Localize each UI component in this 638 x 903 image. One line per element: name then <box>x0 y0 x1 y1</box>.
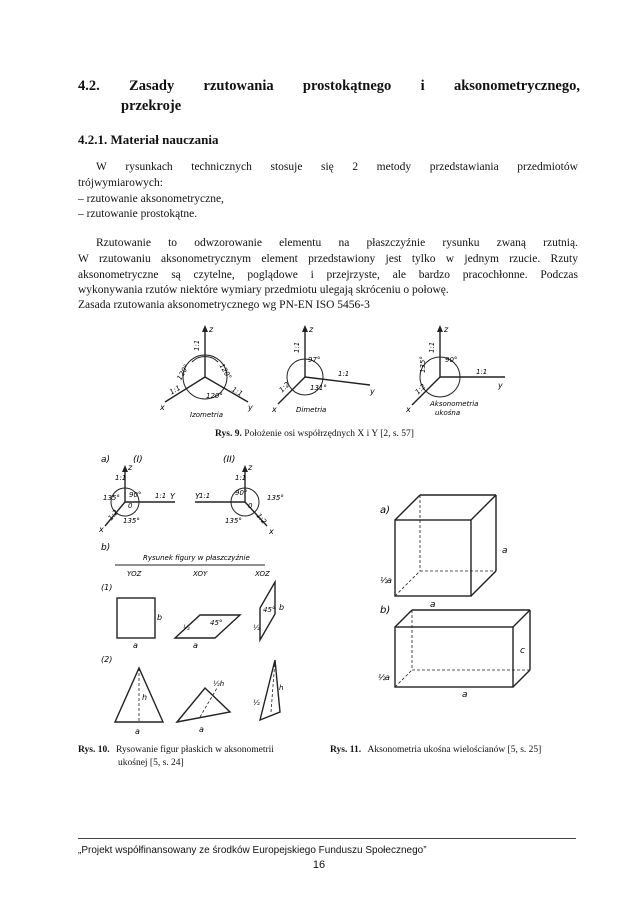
footer-text: „Projekt współfinansowany ze środków Europejskiego Funduszu Społecznego” <box>78 845 427 856</box>
svg-text:z: z <box>444 325 449 334</box>
svg-text:a: a <box>199 725 204 734</box>
svg-text:½: ½ <box>183 624 190 632</box>
svg-text:1:1: 1:1 <box>230 385 245 399</box>
svg-text:a: a <box>462 690 468 700</box>
svg-text:a: a <box>387 576 392 585</box>
cube-drawing <box>380 495 508 610</box>
svg-text:½: ½ <box>378 673 386 682</box>
page-number: 16 <box>312 859 326 871</box>
svg-text:b): b) <box>101 543 111 553</box>
svg-text:z: z <box>248 463 253 472</box>
svg-text:135°: 135° <box>419 356 427 373</box>
subsection-heading: 4.2.1. Materiał nauczania <box>78 132 219 147</box>
word: technicznych <box>191 161 252 173</box>
axes-system-1 <box>98 463 176 534</box>
word: przedstawiania <box>429 161 499 173</box>
word: się <box>321 161 334 173</box>
heading-word: Zasady <box>129 78 175 94</box>
word: stosuje <box>270 161 303 173</box>
svg-text:(1): (1) <box>101 583 113 592</box>
list-item: – rzutowanie prostokątne. <box>78 208 198 220</box>
figure-9-axes-diagram <box>140 322 510 422</box>
word: rzutnią. <box>543 237 578 249</box>
figure-10-plane-figures <box>95 450 310 740</box>
word: na <box>338 237 350 249</box>
svg-text:1:2: 1:2 <box>413 382 428 397</box>
caption-text: Rysowanie figur płaskich w aksonometrii <box>115 745 274 755</box>
svg-text:y: y <box>498 381 503 390</box>
svg-text:0: 0 <box>128 502 133 510</box>
svg-text:½h: ½h <box>213 680 225 688</box>
svg-text:z: z <box>128 463 133 472</box>
isometric-axes <box>159 325 253 419</box>
svg-text:x: x <box>406 405 411 414</box>
heading-word: aksonometrycznego, <box>453 78 580 94</box>
svg-text:1:1: 1:1 <box>338 370 350 378</box>
word: 2 <box>352 161 359 173</box>
word: odwzorowanie <box>194 237 262 249</box>
svg-text:b: b <box>279 603 285 612</box>
heading-number: 4.2. <box>78 78 100 94</box>
svg-text:131°: 131° <box>310 384 327 392</box>
svg-text:h: h <box>279 684 284 692</box>
svg-text:x: x <box>160 403 165 412</box>
paragraph-2-line-4: wykonywania rzutów niektóre wymiary przedmiotu ulegają skróceniu o połowę. <box>78 284 449 296</box>
svg-text:135°: 135° <box>123 517 140 525</box>
section-heading-line2: przekroje <box>121 98 182 114</box>
svg-text:a: a <box>502 546 508 556</box>
word: rysunku <box>442 237 480 249</box>
svg-text:1:2: 1:2 <box>254 511 269 526</box>
paragraph-2-line-5: Zasada rzutowania aksonometrycznego wg PN-EN ISO 5456-3 <box>78 299 370 311</box>
svg-text:h: h <box>142 693 148 702</box>
svg-text:y: y <box>248 403 253 412</box>
svg-text:c: c <box>520 646 525 656</box>
svg-text:1:1: 1:1 <box>115 474 127 482</box>
section-heading <box>78 76 580 96</box>
figure-10-caption <box>78 744 308 770</box>
cuboid-drawing <box>378 610 530 700</box>
paragraph-2-line-1 <box>96 236 578 252</box>
heading-word: prostokątnego <box>302 78 392 94</box>
figure-11-caption <box>330 744 541 757</box>
svg-text:a: a <box>430 600 436 610</box>
caption-text: Położenie osi współrzędnych X i Y [2, s. 57] <box>244 429 414 439</box>
svg-text:(2): (2) <box>101 655 113 664</box>
svg-text:z: z <box>309 325 314 334</box>
svg-text:x: x <box>99 525 104 534</box>
svg-text:1:1: 1:1 <box>199 492 211 500</box>
word: W <box>96 161 107 173</box>
svg-text:1:1: 1:1 <box>428 341 436 353</box>
figure-9-caption <box>215 428 414 441</box>
svg-text:XOY: XOY <box>193 570 208 578</box>
svg-text:ukośna: ukośna <box>435 409 461 417</box>
paragraph-2-line-3: aksonometryczne są czytelne, poglądowe i przejrzyste, ale bardzo pracochłonne. Podczas <box>78 269 578 281</box>
svg-text:Izometria: Izometria <box>190 411 224 419</box>
svg-text:Y: Y <box>195 492 200 501</box>
list-item: – rzutowanie aksonometryczne, <box>78 193 224 205</box>
svg-text:0: 0 <box>248 502 253 510</box>
svg-text:YOZ: YOZ <box>127 570 142 578</box>
caption-text: Aksonometria ukośna wielościanów [5, s. 25] <box>367 745 542 755</box>
svg-text:x: x <box>272 405 277 414</box>
svg-text:a: a <box>385 673 390 682</box>
word: płaszczyźnie <box>366 237 426 249</box>
svg-text:½: ½ <box>380 576 388 585</box>
svg-text:a: a <box>193 641 198 650</box>
dimetric-axes <box>271 325 375 414</box>
svg-text:a): a) <box>380 505 391 516</box>
heading-word: rzutowania <box>203 78 274 94</box>
svg-text:y: y <box>370 387 375 396</box>
svg-text:Dimetria: Dimetria <box>296 406 327 414</box>
heading-word: i <box>420 78 425 94</box>
svg-text:b: b <box>157 613 163 622</box>
svg-text:1:2: 1:2 <box>106 508 121 523</box>
svg-text:97°: 97° <box>308 356 321 364</box>
svg-text:½: ½ <box>253 699 260 707</box>
svg-text:(II): (II) <box>223 455 236 465</box>
svg-text:1:1: 1:1 <box>155 492 167 500</box>
axes-system-2 <box>195 463 284 536</box>
caption-label: Rys. 10. <box>78 745 110 755</box>
word: metody <box>376 161 412 173</box>
svg-text:90°: 90° <box>445 356 458 364</box>
svg-text:1:1: 1:1 <box>235 474 247 482</box>
svg-text:135°: 135° <box>225 517 242 525</box>
svg-text:x: x <box>269 527 274 536</box>
svg-text:a): a) <box>101 455 111 465</box>
svg-text:120°: 120° <box>206 392 223 400</box>
svg-text:135°: 135° <box>103 494 120 502</box>
svg-text:1:1: 1:1 <box>168 383 183 397</box>
svg-text:120°: 120° <box>217 362 233 381</box>
paragraph-1-line-1 <box>96 160 578 176</box>
svg-text:Y: Y <box>170 492 175 501</box>
svg-text:Rysunek figury w płaszczyźnie: Rysunek figury w płaszczyźnie <box>143 554 250 562</box>
svg-text:½: ½ <box>253 624 260 632</box>
svg-text:1:2: 1:2 <box>277 380 292 395</box>
footer-divider <box>78 838 576 839</box>
oblique-axes <box>405 325 505 417</box>
svg-text:a: a <box>135 727 140 736</box>
caption-line: ukośnej [5, s. 24] <box>118 758 184 768</box>
svg-text:z: z <box>209 325 214 334</box>
svg-text:90°: 90° <box>235 489 248 497</box>
word: elementu <box>279 237 322 249</box>
svg-text:120°: 120° <box>175 363 191 382</box>
word: rysunkach <box>125 161 173 173</box>
caption-line <box>78 744 308 757</box>
svg-text:45°: 45° <box>210 619 223 627</box>
caption-label: Rys. 9. <box>215 429 242 439</box>
paragraph-2-line-2: W rzutowaniu aksonometrycznym element przedstawiony jest tylko w jednym rzucie. Rzuty <box>78 253 578 265</box>
word: Rzutowanie <box>96 237 151 249</box>
svg-text:90°: 90° <box>129 491 142 499</box>
svg-text:b): b) <box>380 605 391 616</box>
word: przedmiotów <box>517 161 578 173</box>
caption-label: Rys. 11. <box>330 745 362 755</box>
svg-text:1:1: 1:1 <box>476 368 488 376</box>
svg-text:Aksonometria: Aksonometria <box>430 400 479 408</box>
figure-11-oblique-prisms <box>370 475 540 700</box>
svg-text:45°: 45° <box>263 606 276 614</box>
paragraph-1-line-2: trójwymiarowych: <box>78 177 163 189</box>
word: zwaną <box>496 237 526 249</box>
svg-text:(I): (I) <box>133 455 143 465</box>
svg-text:a: a <box>133 641 138 650</box>
svg-text:1:1: 1:1 <box>193 339 201 351</box>
svg-text:XOZ: XOZ <box>255 570 270 578</box>
svg-text:135°: 135° <box>267 494 284 502</box>
word: to <box>168 237 178 249</box>
svg-text:1:1: 1:1 <box>293 341 301 353</box>
